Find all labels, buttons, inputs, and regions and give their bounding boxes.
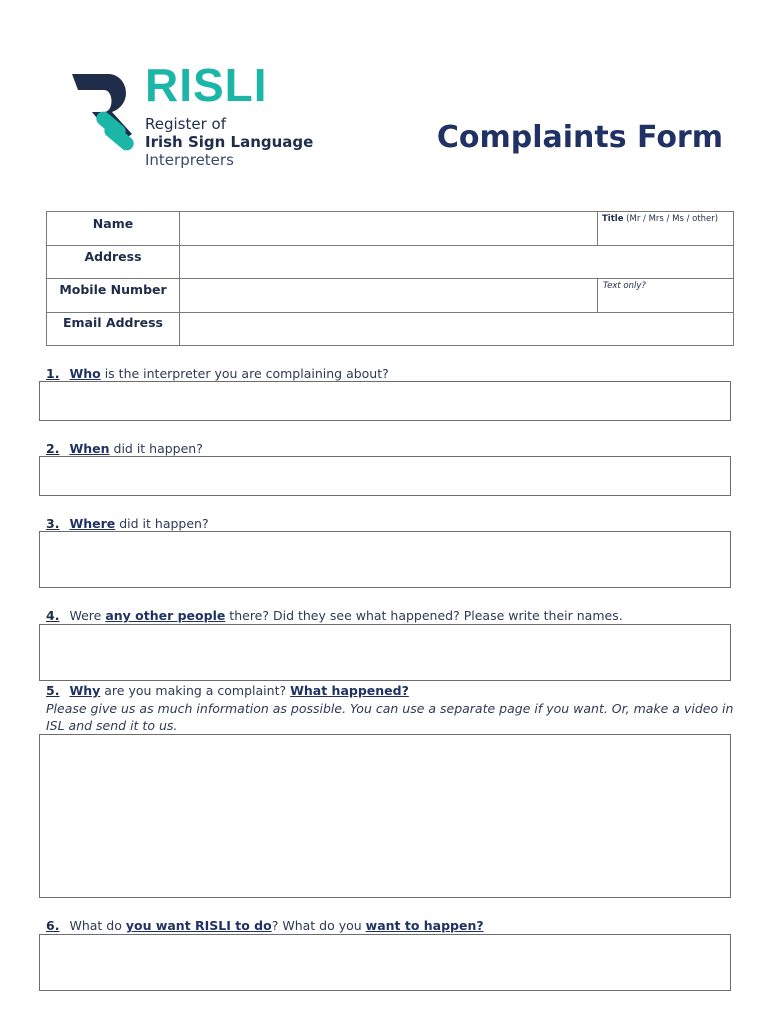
name-field[interactable] [181, 213, 595, 244]
page-title: Complaints Form [436, 120, 723, 155]
title-field[interactable] [602, 214, 718, 224]
answer-box-who[interactable] [39, 381, 731, 421]
answer-box-why[interactable] [39, 734, 731, 898]
answer-box-when[interactable] [39, 456, 731, 496]
logo-line-interpreters: Interpreters [145, 151, 234, 169]
question-text: did it happen? [115, 516, 209, 531]
question-keyword: you want RISLI to do [125, 918, 272, 933]
risli-wordmark: RISLI [145, 59, 268, 111]
question-number: 6. [46, 918, 60, 933]
email-label: Email Address [62, 315, 163, 330]
question-5 [46, 683, 409, 698]
answer-box-desired-outcome[interactable] [39, 934, 731, 991]
question-2 [46, 441, 203, 456]
question-text: ? What do you [271, 918, 366, 933]
address-label: Address [84, 249, 142, 264]
text-only-checkbox[interactable]: Text only? [603, 281, 646, 291]
question-text: is the interpreter you are complaining about? [100, 366, 389, 381]
name-label: Name [92, 216, 134, 231]
logo-line-register: Register of [145, 115, 226, 133]
question-number: 5. [46, 683, 60, 698]
question-keyword: want to happen? [365, 918, 484, 933]
question-text: Were [69, 608, 106, 623]
question-4 [46, 608, 623, 623]
answer-box-other-people[interactable] [39, 624, 731, 681]
address-field[interactable] [181, 246, 733, 277]
question-1 [46, 366, 389, 381]
question-keyword: Where [69, 516, 116, 531]
question-text: did it happen? [109, 441, 203, 456]
question-keyword: What happened? [290, 683, 409, 698]
logo-line-isl: Irish Sign Language [145, 133, 314, 151]
title-divider [597, 212, 598, 245]
question-text: What do [69, 918, 126, 933]
email-field[interactable] [181, 313, 733, 345]
question-number: 4. [46, 608, 60, 623]
mobile-label: Mobile Number [59, 282, 167, 297]
question-number: 3. [46, 516, 60, 531]
title-hint-options: (Mr / Mrs / Ms / other) [626, 214, 719, 224]
question-3 [46, 516, 209, 531]
question-text: are you making a complaint? [100, 683, 291, 698]
text-only-divider [597, 278, 598, 312]
title-hint-label: Title [602, 214, 624, 224]
mobile-field[interactable] [181, 279, 595, 311]
question-keyword: any other people [105, 608, 226, 623]
question-5-instructions: Please give us as much information as possible. You can use a separate page if you want. Or, make a video in ISL and send it to us. [46, 701, 734, 733]
answer-box-where[interactable] [39, 531, 731, 588]
question-keyword: Why [69, 683, 101, 698]
question-keyword: When [69, 441, 110, 456]
question-6 [46, 918, 484, 933]
question-number: 1. [46, 366, 60, 381]
contact-details-table [46, 211, 734, 346]
question-number: 2. [46, 441, 60, 456]
question-text: there? Did they see what happened? Please write their names. [225, 608, 623, 623]
question-keyword: Who [69, 366, 101, 381]
